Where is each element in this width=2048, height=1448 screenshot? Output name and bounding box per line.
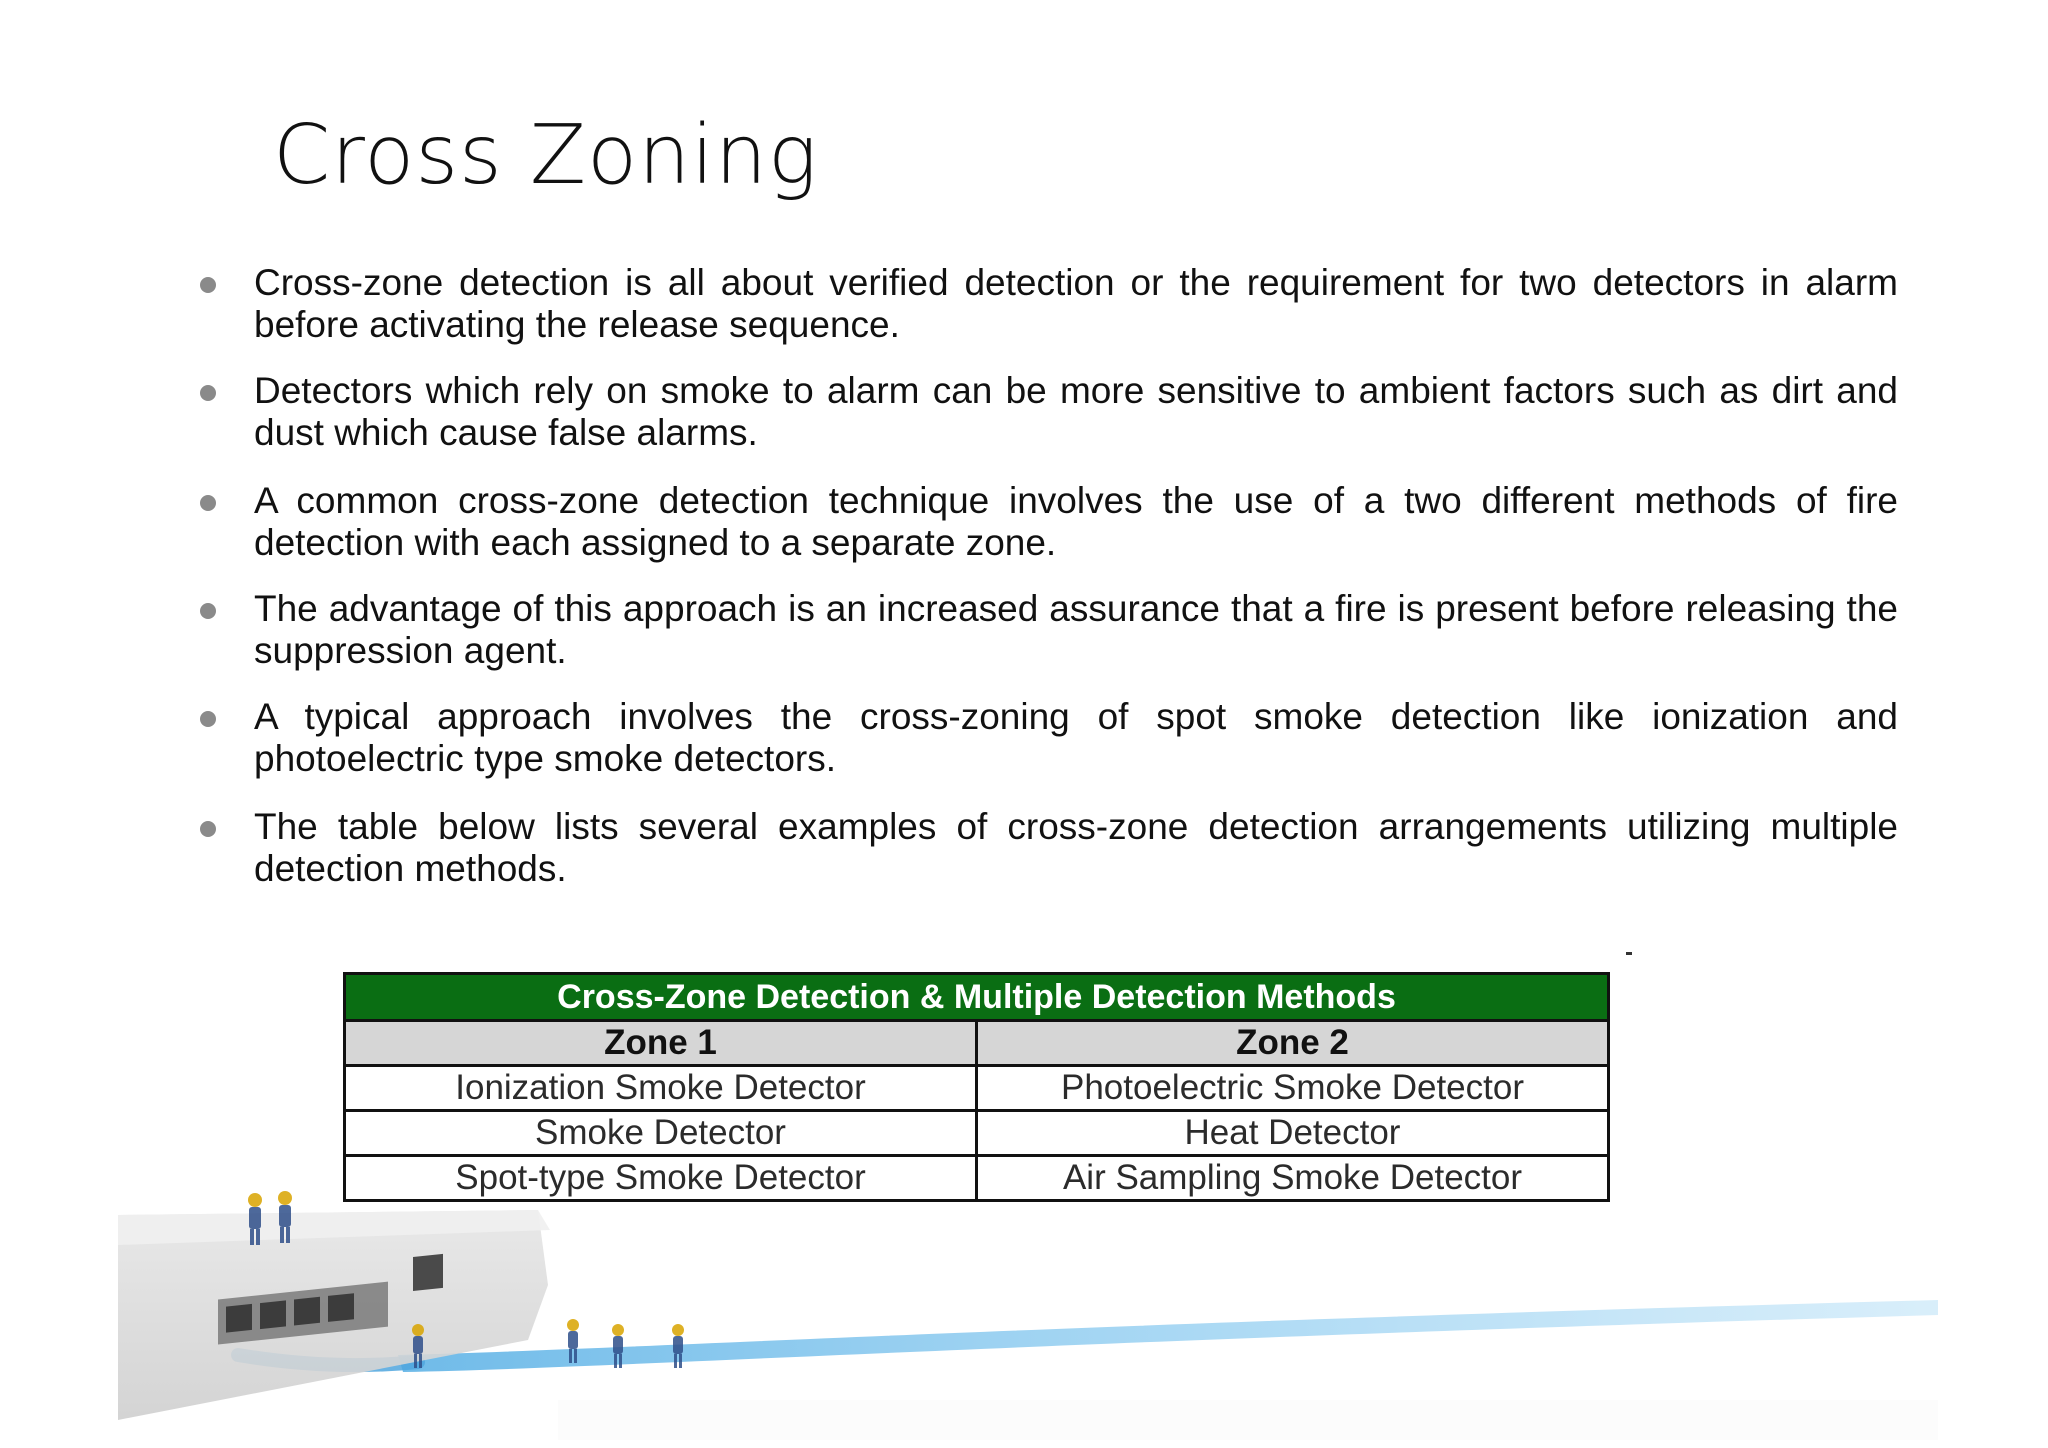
table-cell: Smoke Detector (345, 1111, 977, 1156)
bullet-dot-icon (200, 711, 216, 727)
column-header-zone-2: Zone 2 (977, 1021, 1609, 1066)
table-cell: Photoelectric Smoke Detector (977, 1066, 1609, 1111)
slide-title: Cross Zoning (273, 108, 819, 203)
bullet-text: A common cross-zone detection technique involves the use of a two different methods of fire detection with each assigned to a separate zone. (254, 480, 1898, 563)
bullet-text: The table below lists several examples of cross-zone detection arrangements utilizing multiple detection methods. (254, 806, 1898, 889)
detection-table (343, 972, 1610, 1202)
bullet-dot-icon (200, 277, 216, 293)
table-row (345, 1111, 1609, 1156)
bullet-text: Detectors which rely on smoke to alarm can be more sensitive to ambient factors such as dirt and dust which cause false alarms. (254, 370, 1898, 453)
bullet-dot-icon (200, 603, 216, 619)
bullet-text: Cross-zone detection is all about verified detection or the requirement for two detectors in alarm before activating the release sequence. (254, 262, 1898, 345)
table-title: Cross-Zone Detection & Multiple Detection Methods (345, 974, 1609, 1021)
column-header-zone-1: Zone 1 (345, 1021, 977, 1066)
table-cell: Air Sampling Smoke Detector (977, 1156, 1609, 1201)
bullet-dot-icon (200, 385, 216, 401)
table-title-row (345, 974, 1609, 1021)
bullet-text: A typical approach involves the cross-zoning of spot smoke detection like ionization and photoelectric type smoke detectors. (254, 696, 1898, 779)
table-header-row (345, 1021, 1609, 1066)
table-cell: Spot-type Smoke Detector (345, 1156, 977, 1201)
table-row (345, 1066, 1609, 1111)
bullet-dot-icon (200, 821, 216, 837)
network-illustration (118, 1190, 1938, 1440)
detection-table-container (343, 972, 1610, 1202)
stray-mark (1626, 952, 1632, 955)
network-switch-illustration (118, 1210, 1938, 1440)
table-cell: Heat Detector (977, 1111, 1609, 1156)
bullet-dot-icon (200, 495, 216, 511)
bullet-text: The advantage of this approach is an increased assurance that a fire is present before releasing the suppression agent. (254, 588, 1898, 671)
table-cell: Ionization Smoke Detector (345, 1066, 977, 1111)
